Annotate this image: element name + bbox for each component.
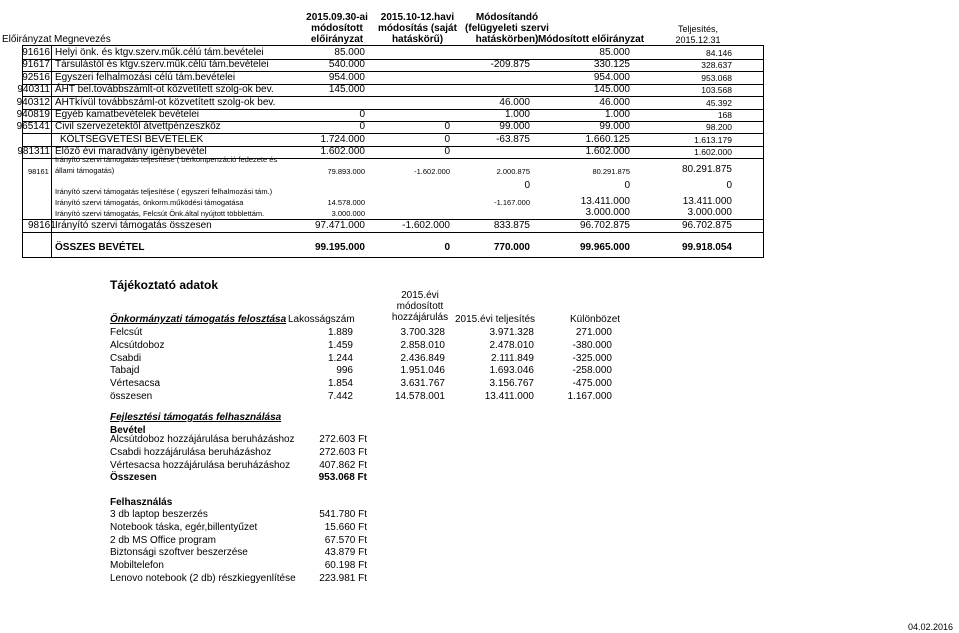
irs-line3-telj: 13.411.000 (682, 196, 732, 207)
irs-line2-modos: 0 (624, 180, 630, 191)
info-diff: 1.167.000 (567, 391, 612, 402)
grand-total-telj: 99.918.054 (681, 242, 732, 253)
info-name: összesen (110, 391, 153, 402)
row-orig: 0 (359, 121, 365, 133)
row-mod: 0 (444, 133, 450, 145)
info-diff: 271.000 (575, 327, 612, 338)
irs-line4-modos: 3.000.000 (585, 207, 630, 218)
info-pop: 1.244 (327, 352, 353, 364)
dev-income-name: Csabdi hozzájárulása beruházáshoz (110, 446, 272, 458)
info-mod: 1.951.046 (400, 365, 445, 377)
irs-line1-telj: 80.291.875 (681, 164, 732, 175)
row-modos: 954.000 (593, 71, 630, 83)
irs-total-tobe: 833.875 (493, 220, 530, 231)
row-code: 91617 (22, 59, 50, 71)
col-modositott-header: Módosított előirányzat (537, 34, 645, 45)
dev-income-total-label: Összesen (110, 472, 157, 483)
dev-income-title: Bevétel (110, 425, 146, 436)
row-telj: 45.392 (706, 97, 732, 108)
dev-income-name: Vértesacsa hozzájárulása beruházáshoz (110, 459, 291, 471)
row-telj: 1.613.179 (694, 134, 732, 145)
dev-title: Fejlesztési támogatás felhasználása (110, 412, 282, 423)
info-diff: -475.000 (572, 378, 612, 390)
info-diff: -258.000 (572, 365, 612, 377)
dev-use-val: 15.660 Ft (324, 521, 367, 533)
col-tobe-header: Módosítandó (felügyeleti szervi hatáskörben) (465, 12, 549, 45)
dev-use-name: Notebook táska, egér,billentyűzet (110, 521, 258, 533)
info-telj: 1.693.046 (489, 365, 534, 377)
row-telj: 953.068 (701, 72, 732, 83)
info-diff: -325.000 (572, 352, 612, 364)
row-code: 940819 (16, 109, 50, 120)
row-name: Civil szervezetektől átvettpénzeszköz (55, 121, 221, 133)
row-code: 965141 (16, 121, 50, 133)
irs-line1a: Irányító szervi támogatás teljesítése ( bérkompenzáció fedezete és (55, 155, 278, 164)
irs-line1-orig: 79.893.000 (327, 167, 365, 176)
info-telj: 2.478.010 (489, 339, 534, 351)
info-name: Vértesacsa (110, 378, 161, 390)
dev-use-val: 67.570 Ft (324, 534, 367, 546)
dev-use-title: Felhasználás (110, 497, 173, 508)
dev-use-name: Mobiltelefon (110, 560, 164, 572)
row-modos: 85.000 (599, 47, 630, 58)
row-name: ÁHTkívül továbbszáml-ot közvetített szolg-ok bev. (55, 96, 276, 108)
dev-use-val: 223.981 Ft (319, 573, 367, 584)
info-mod: 14.578.001 (394, 391, 445, 402)
info-title: Tájékoztató adatok (110, 278, 219, 292)
info-name: Tabajd (110, 365, 140, 377)
col-megnevezes-header: Megnevezés (54, 34, 111, 45)
row-name: KÖLTSÉGVETÉSI BEVÉTELEK (60, 133, 204, 145)
grand-total-label: ÖSSZES BEVÉTEL (55, 242, 145, 253)
row-name: Egyszeri felhalmozási célú tám.bevételei (55, 71, 236, 83)
irs-total-telj: 96.702.875 (681, 220, 732, 231)
col-orig-header: 2015.09.30-ai módosított előirányzat (306, 12, 368, 45)
row-tobe: 1.000 (504, 109, 530, 120)
irs-line3-orig: 14.578.000 (327, 198, 365, 207)
grand-total-modos: 99.965.000 (579, 242, 630, 253)
info-telj: 2.111.849 (490, 352, 534, 364)
row-code: 91616 (22, 47, 50, 58)
dev-use-val: 43.879 Ft (324, 547, 367, 559)
info-head-mod: 2015.évi módosított hozzájárulás (391, 290, 449, 323)
irs-line1-modos: 80.291.875 (592, 167, 630, 176)
row-modos: 99.000 (599, 121, 630, 133)
row-name: Társulástól és ktgv.szerv.műk.célú tám.bevételei (55, 59, 269, 71)
irs-line4-orig: 3.000.000 (331, 209, 365, 218)
row-telj: 1.602.000 (694, 147, 732, 158)
row-telj: 168 (717, 110, 732, 120)
irs-line2-tobe: 0 (524, 180, 530, 191)
row-modos: 330.125 (593, 59, 630, 71)
row-orig: 85.000 (334, 47, 365, 58)
irs-line1-tobe: 2.000.875 (496, 167, 530, 176)
irs-line2: Irányító szervi támogatás teljesítése ( egyszeri felhalmozási tám.) (55, 187, 273, 196)
info-telj: 3.156.767 (489, 378, 534, 390)
irs-line1-mod: -1.602.000 (414, 167, 450, 176)
dev-income-val: 272.603 Ft (319, 446, 367, 458)
info-mod: 2.436.849 (400, 352, 445, 364)
irs-line4-telj: 3.000.000 (687, 207, 732, 218)
row-modos: 1.660.125 (585, 133, 630, 145)
info-pop: 1.889 (327, 327, 353, 338)
row-tobe: 99.000 (499, 121, 530, 133)
info-head-diff: Különbözet (570, 314, 621, 325)
col-eloiranyzat-header: Előirányzat (2, 34, 52, 45)
info-name: Felcsút (110, 327, 143, 338)
grand-total-mod: 0 (444, 242, 450, 253)
info-pop: 1.854 (327, 378, 353, 390)
row-modos: 1.000 (604, 109, 630, 120)
info-head-label: Önkormányzati támogatás felosztása (110, 314, 287, 325)
irs-total-mod: -1.602.000 (402, 220, 450, 231)
irs-total-modos: 96.702.875 (579, 220, 630, 231)
info-telj: 3.971.328 (489, 327, 534, 338)
col-teljesites-header: Teljesítés, 2015.12.31 (675, 24, 721, 45)
dev-use-name: Biztonsági szoftver beszerzése (110, 547, 248, 559)
row-code: 940311 (17, 84, 50, 96)
irs-line1b: állami támogatás) (55, 166, 115, 175)
row-mod: 0 (444, 146, 450, 158)
row-orig: 1.724.000 (320, 133, 365, 145)
row-orig: 0 (359, 109, 365, 120)
row-code: 92516 (22, 71, 50, 83)
irs-line2-telj: 0 (726, 180, 732, 191)
grand-total-tobe: 770.000 (493, 242, 530, 253)
row-name: Előző évi maradvány igénybevétel (55, 146, 207, 158)
dev-income-val: 407.862 Ft (319, 459, 367, 471)
dev-income-name: Alcsútdoboz hozzájárulása beruházáshoz (110, 434, 295, 445)
row-tobe: -209.875 (490, 59, 530, 71)
dev-use-val: 541.780 Ft (319, 509, 367, 520)
row-modos: 145.000 (593, 84, 630, 96)
row-telj: 328.637 (701, 60, 732, 71)
dev-use-val: 60.198 Ft (324, 560, 367, 572)
col-mod-header: 2015.10-12.havi módosítás (saját hatáskörű) (378, 12, 457, 45)
irs-total-code: 98161 (28, 220, 56, 231)
irs-line4: Irányító szervi támogatás, Felcsút Önk.által nyújtott többlettám. (55, 209, 265, 218)
row-orig: 540.000 (328, 59, 365, 71)
row-orig: 1.602.000 (320, 146, 365, 158)
row-code: 981311 (17, 146, 50, 158)
row-modos: 1.602.000 (585, 146, 630, 158)
row-telj: 84.146 (706, 48, 732, 58)
dev-income-total: 953.068 Ft (318, 472, 367, 483)
info-name: Alcsútdoboz (110, 339, 165, 351)
row-modos: 46.000 (599, 96, 630, 108)
irs-total-name: Irányító szervi támogatás összesen (55, 220, 212, 231)
info-head-telj: 2015.évi teljesítés (455, 314, 536, 325)
info-telj: 13.411.000 (484, 391, 534, 402)
irs-code: 98161 (28, 167, 49, 176)
row-telj: 98.200 (706, 122, 732, 133)
irs-line3-tobe: -1.167.000 (494, 198, 530, 207)
info-pop: 1.459 (327, 339, 353, 351)
irs-line3-modos: 13.411.000 (580, 196, 630, 207)
row-tobe: 46.000 (499, 96, 530, 108)
info-pop: 996 (336, 365, 353, 377)
irs-total-orig: 97.471.000 (314, 220, 365, 231)
row-telj: 103.568 (701, 85, 732, 96)
info-mod: 3.631.767 (400, 378, 445, 390)
dev-income-val: 272.603 Ft (319, 434, 367, 445)
info-mod: 2.858.010 (400, 339, 445, 351)
info-pop: 7.442 (327, 391, 353, 402)
row-orig: 954.000 (328, 71, 365, 83)
row-tobe: -63.875 (496, 133, 530, 145)
grand-total-orig: 99.195.000 (314, 242, 365, 253)
dev-use-name: 2 db MS Office program (110, 534, 216, 546)
dev-use-name: 3 db laptop beszerzés (110, 509, 208, 520)
info-name: Csabdi (110, 352, 142, 364)
row-name: ÁHT bel.továbbszámlt-ot közvetített szolg-ok bev. (55, 84, 274, 96)
row-code: 940312 (16, 96, 50, 108)
info-head-pop: Lakosságszám (288, 314, 355, 325)
row-mod: 0 (444, 121, 450, 133)
info-diff: -380.000 (572, 339, 612, 351)
row-name: Helyi önk. és ktgv.szerv.műk.célú tám.bevételei (55, 47, 264, 58)
irs-line3: Irányító szervi támogatás, önkorm.működési támogatása (55, 198, 244, 207)
row-orig: 145.000 (328, 84, 365, 96)
dev-use-name: Lenovo notebook (2 db) részkiegyenlítése (110, 573, 296, 584)
row-name: Egyéb kamatbevételek bevételei (55, 109, 199, 120)
info-mod: 3.700.328 (400, 327, 445, 338)
footer-date: 04.02.2016 (908, 622, 954, 632)
